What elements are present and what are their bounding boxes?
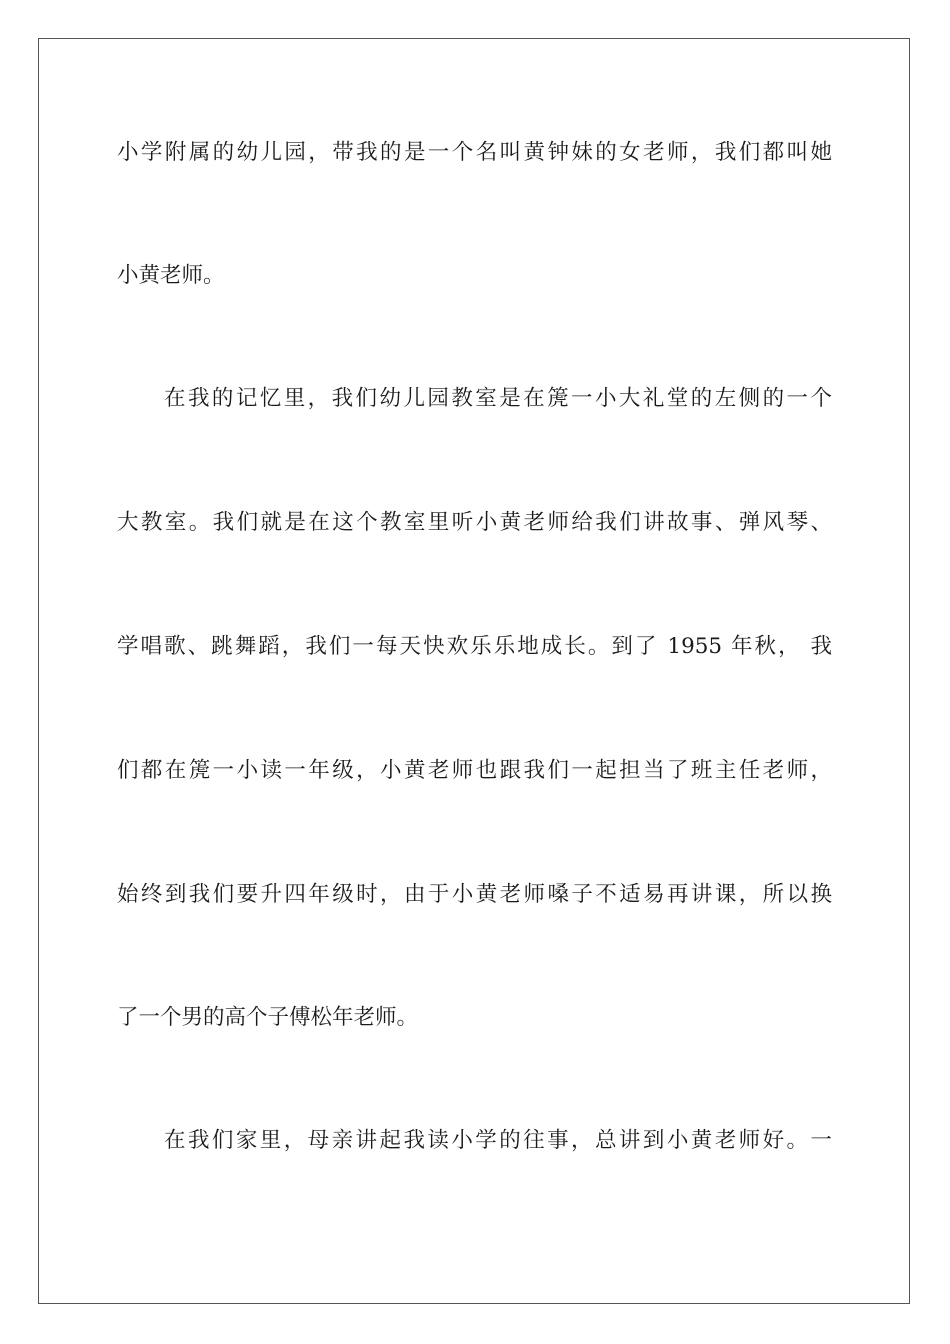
text-line: 小黄老师。 — [117, 263, 225, 288]
text-line: 大教室。我们就是在这个教室里听小黄老师给我们讲故事、弹风琴、 — [117, 510, 832, 535]
text-line: 们都在箎一小读一年级，小黄老师也跟我们一起担当了班主任老师， — [117, 758, 832, 783]
text-line: 始终到我们要升四年级时，由于小黄老师嗓子不适易再讲课，所以换 — [117, 882, 832, 907]
page-border — [38, 38, 910, 1304]
text-line: 了一个男的高个子傅松年老师。 — [117, 1005, 419, 1030]
paragraph-start-line: 在我们家里，母亲讲起我读小学的往事，总讲到小黄老师好。一 — [164, 1128, 832, 1153]
text-line: 小学附属的幼儿园，带我的是一个名叫黄钟妹的女老师，我们都叫她 — [117, 140, 832, 165]
text-line: 学唱歌、跳舞蹈，我们一每天快欢乐乐地成长。到了 1955 年秋， 我 — [117, 634, 832, 659]
paragraph-start-line: 在我的记忆里，我们幼儿园教室是在箎一小大礼堂的左侧的一个 — [164, 386, 832, 411]
